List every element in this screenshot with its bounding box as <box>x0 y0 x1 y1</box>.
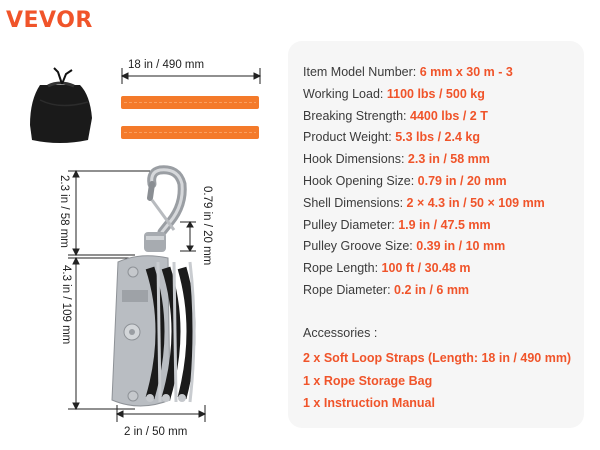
spec-label: Breaking Strength: <box>303 108 411 123</box>
hook-height-label: 2.3 in / 58 mm <box>58 175 70 248</box>
hook-height-dimension-line <box>68 171 150 255</box>
spec-row <box>303 258 593 280</box>
spec-value: 2 × 4.3 in / 50 × 109 mm <box>406 195 545 210</box>
spec-row <box>303 171 593 193</box>
spec-label: Rope Diameter: <box>303 282 395 297</box>
spec-row <box>303 62 593 84</box>
spec-row <box>303 127 593 149</box>
shell-height-label: 4.3 in / 109 mm <box>60 265 72 345</box>
spec-value: 100 ft / 30.48 m <box>381 261 471 276</box>
accessories-list <box>303 347 571 415</box>
spec-label: Pulley Diameter: <box>303 217 399 232</box>
spec-label: Hook Opening Size: <box>303 173 418 188</box>
spec-row <box>303 84 593 106</box>
strap-length-label: 18 in / 490 mm <box>128 59 205 71</box>
accessory-item: 1 x Instruction Manual <box>303 396 435 410</box>
spec-row <box>303 215 593 237</box>
spec-label: Rope Length: <box>303 261 382 276</box>
spec-label: Item Model Number: <box>303 65 420 79</box>
spec-value: 2.3 in / 58 mm <box>407 152 490 167</box>
storage-bag-image <box>30 68 92 143</box>
spec-label: Working Load: <box>303 86 387 101</box>
accessory-item: 2 x Soft Loop Straps (Length: 18 in / 490 mm) <box>303 351 572 365</box>
loop-strap-image <box>121 96 259 109</box>
spec-row <box>303 193 593 215</box>
accessory-item: 1 x Rope Storage Bag <box>303 373 433 388</box>
spec-list <box>303 62 593 302</box>
hook-opening-label: 0.79 in / 20 mm <box>201 186 213 266</box>
shell-width-label: 2 in / 50 mm <box>124 426 188 438</box>
spec-value: 0.79 in / 20 mm <box>417 173 507 188</box>
loop-strap-image <box>121 126 259 139</box>
spec-label: Product Weight: <box>303 130 396 145</box>
spec-label: Hook Dimensions: <box>303 152 408 167</box>
spec-value: 6 mm x 30 m - 3 <box>419 65 513 79</box>
spec-value: 5.3 lbs / 2.4 kg <box>395 130 480 145</box>
spec-row <box>303 236 593 258</box>
shell-width-dimension-line <box>117 405 205 422</box>
spec-value: 0.39 in / 10 mm <box>416 239 506 254</box>
spec-row <box>303 280 593 302</box>
spec-row <box>303 106 593 128</box>
accessories-title: Accessories : <box>303 326 378 340</box>
brand-logo: VEVOR <box>6 8 93 33</box>
spec-value: 1100 lbs / 500 kg <box>386 86 485 101</box>
spec-value: 0.2 in / 6 mm <box>394 282 470 297</box>
spec-value: 1.9 in / 47.5 mm <box>398 217 491 232</box>
hook-opening-dimension-line <box>180 222 196 251</box>
spec-label: Shell Dimensions: <box>303 195 407 210</box>
pulley-block-image <box>112 170 194 406</box>
spec-value: 4400 lbs / 2 T <box>410 108 488 123</box>
spec-label: Pulley Groove Size: <box>303 239 417 254</box>
spec-row <box>303 149 593 171</box>
